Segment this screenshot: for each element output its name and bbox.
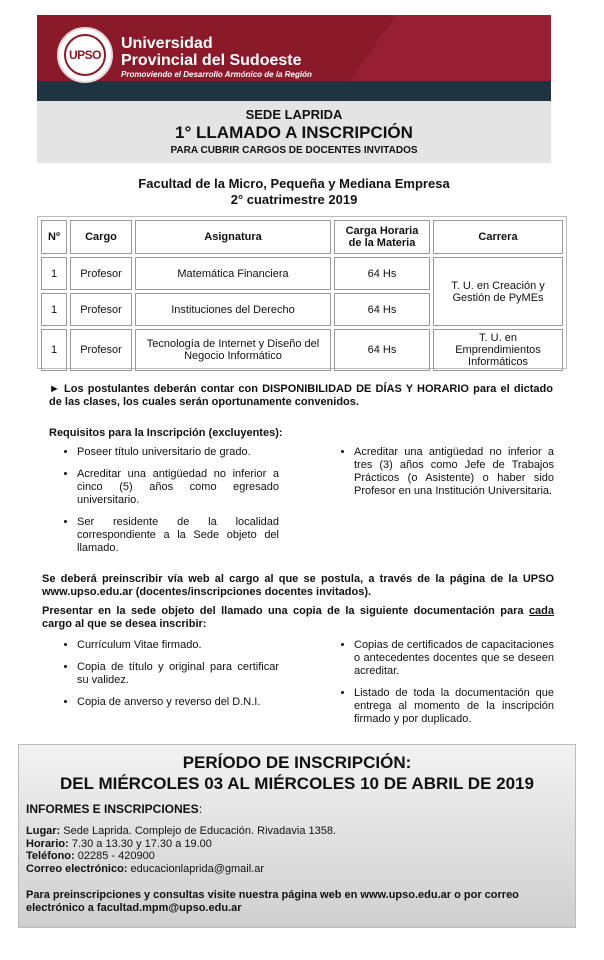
documentacion-left-list — [57, 639, 279, 718]
llamado-title: 1° LLAMADO A INSCRIPCIÓN — [175, 123, 413, 142]
telefono-value: 02285 - 420900 — [77, 850, 155, 862]
informes-heading — [26, 803, 202, 816]
table-row — [41, 329, 563, 371]
correo-line — [26, 863, 336, 876]
cell-carga: 64 Hs — [334, 257, 430, 290]
requisitos-left-list — [57, 446, 279, 564]
header-cargo: Cargo — [70, 220, 132, 254]
list-item: • Poseer título universitario de grado. — [77, 446, 279, 459]
header-asignatura: Asignatura — [135, 220, 331, 254]
faculty-heading — [37, 176, 551, 208]
horario-label: Horario: — [26, 837, 69, 850]
informes-colon: : — [198, 802, 203, 816]
horario-line — [26, 838, 336, 851]
correo-label: Correo electrónico: — [26, 862, 128, 875]
preinscripcion-text: Se deberá preinscribir vía web al cargo al que se postula, a través de la página de la UPSO www.upso.edu.ar (docentes/inscripciones docentes invitados). — [42, 573, 554, 598]
sede-title: SEDE LAPRIDA — [245, 107, 343, 122]
list-item: • Copias de certificados de capacitaciones o antecedentes docentes que se deseen acreditar. — [354, 639, 554, 678]
table-header-row — [41, 220, 563, 254]
correo-value: educacionlaprida@gmail.ar — [130, 862, 264, 875]
telefono-line — [26, 850, 336, 863]
arrow-icon: ► — [49, 383, 60, 395]
requisitos-right-list — [334, 446, 554, 507]
period-title — [19, 752, 575, 794]
list-item: • Acreditar una antigüedad no inferior a cinco (5) años como egresado universitario. — [77, 468, 279, 507]
header-banner — [37, 15, 551, 101]
telefono-label: Teléfono: — [26, 850, 75, 862]
positions-table — [37, 216, 567, 369]
cell-cargo: Profesor — [70, 329, 132, 371]
documentacion-heading-underlined: cada — [528, 605, 555, 617]
cell-asignatura: Tecnología de Internet y Diseño del Negocio Informático — [135, 329, 331, 371]
list-item: • Copia de anverso y reverso del D.N.I. — [77, 696, 279, 709]
notice-text-1: Los postulantes deberán contar con — [64, 383, 258, 395]
footer-text: Para preinscripciones y consultas visite nuestra página web en www.upso.edu.ar o por correo electrónico a facultad.mpm@upso.edu.ar — [26, 889, 519, 914]
university-name — [121, 35, 302, 69]
title-band — [37, 101, 551, 163]
horario-value: 7.30 a 13.30 y 17.30 a 19.00 — [71, 837, 212, 850]
notice-text-strong: DISPONIBILIDAD DE DÍAS Y HORARIO — [262, 383, 469, 395]
lugar-label: Lugar: — [26, 825, 61, 837]
cell-carga: 64 Hs — [334, 329, 430, 371]
cell-cargo: Profesor — [70, 293, 132, 326]
faculty-period: 2° cuatrimestre 2019 — [230, 192, 358, 207]
list-item: • Listado de toda la documentación que entrega al momento de la inscripción firmado y por duplicado. — [354, 687, 554, 726]
lugar-line — [26, 825, 336, 838]
university-name-line2: Provincial del Sudoeste — [121, 52, 302, 69]
list-item: • Ser residente de la localidad correspondiente a la Sede objeto del llamado. — [77, 516, 279, 555]
cell-n: 1 — [41, 329, 67, 371]
table-row — [41, 257, 563, 290]
header-carrera: Carrera — [433, 220, 563, 254]
cell-carrera: T. U. en Emprendimientos Informáticos — [433, 329, 563, 371]
lugar-value: Sede Laprida. Complejo de Educación. Rivadavia 1358. — [63, 825, 337, 837]
cell-carrera: T. U. en Creación y Gestión de PyMEs — [433, 257, 563, 326]
seal-text: UPSO — [64, 34, 106, 76]
university-slogan: Promoviendo el Desarrollo Armónico de la Región — [121, 70, 312, 79]
period-box — [18, 744, 576, 928]
documentacion-right-list — [334, 639, 554, 735]
cell-asignatura: Matemática Financiera — [135, 257, 331, 290]
availability-notice — [49, 383, 553, 409]
header-n: Nº — [41, 220, 67, 254]
banner-dark-stripe — [37, 81, 551, 101]
cell-cargo: Profesor — [70, 257, 132, 290]
notice-text-2: para el dictado de las clases, los cuales serán oportunamente convenidos. — [49, 383, 553, 408]
list-item: • Copia de título y original para certificar su validez. — [77, 661, 279, 687]
faculty-name: Facultad de la Micro, Pequeña y Mediana Empresa — [138, 176, 450, 191]
period-title-1: PERÍODO DE INSCRIPCIÓN: — [182, 753, 412, 772]
cell-carga: 64 Hs — [334, 293, 430, 326]
contact-details — [26, 825, 336, 875]
documentacion-heading-1: Presentar en la sede objeto del llamado una copia de la siguiente documentación para — [42, 605, 524, 617]
llamado-subtitle: PARA CUBRIR CARGOS DE DOCENTES INVITADOS — [170, 145, 418, 156]
list-item: • Acreditar una antigüedad no inferior a tres (3) años como Jefe de Trabajos Prácticos (o Asistente) o haber sido Profesor en una Institución Universitaria. — [354, 446, 554, 498]
cell-n: 1 — [41, 293, 67, 326]
cell-n: 1 — [41, 257, 67, 290]
requisitos-heading: Requisitos para la Inscripción (excluyentes): — [49, 427, 283, 439]
informes-label: INFORMES E INSCRIPCIONES — [26, 802, 199, 816]
documentacion-heading — [42, 605, 554, 631]
header-carga: Carga Horaria de la Materia — [334, 220, 430, 254]
period-title-2: DEL MIÉRCOLES 03 AL MIÉRCOLES 10 DE ABRIL DE 2019 — [60, 774, 534, 793]
documentacion-heading-2: cargo al que se desea inscribir: — [42, 618, 207, 630]
list-item: • Currículum Vitae firmado. — [77, 639, 279, 652]
cell-asignatura: Instituciones del Derecho — [135, 293, 331, 326]
university-seal-icon — [57, 27, 113, 83]
university-name-line1: Universidad — [121, 35, 213, 52]
